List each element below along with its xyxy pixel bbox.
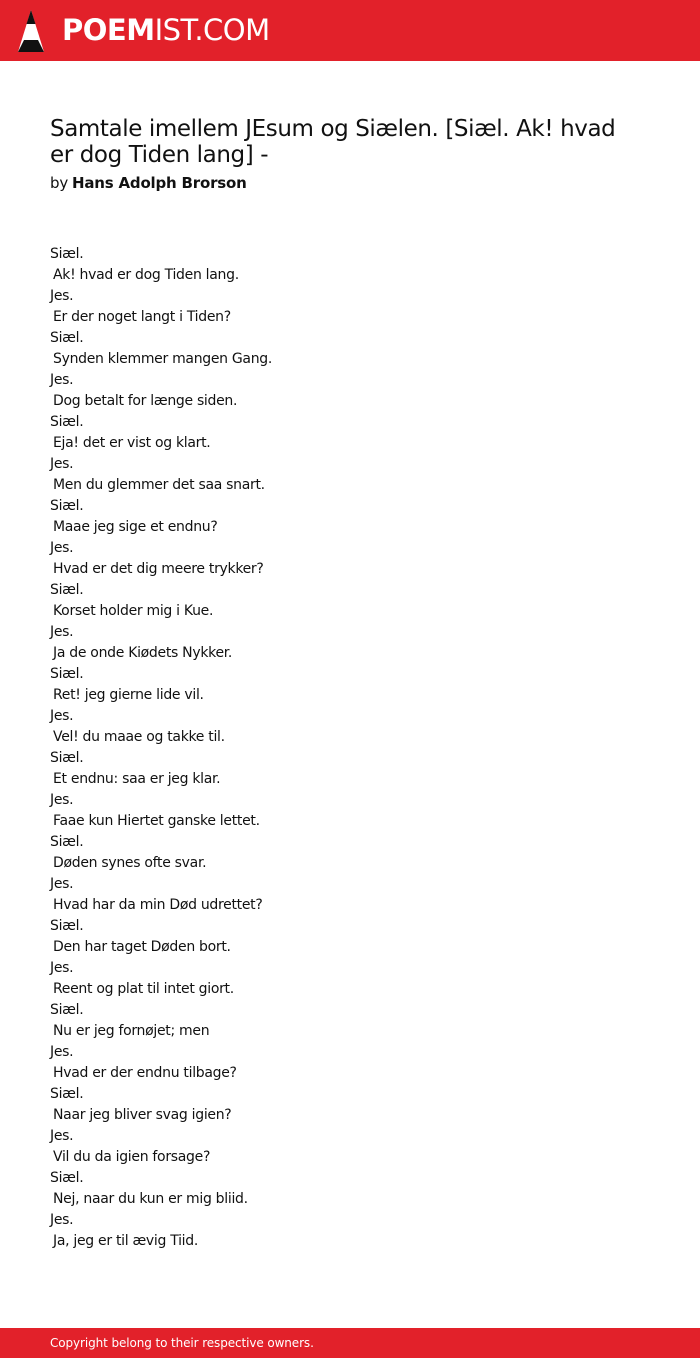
speaker-label: Siæl. bbox=[50, 750, 84, 766]
poem-line: Den har taget Døden bort. bbox=[53, 939, 231, 955]
poem-line: Et endnu: saa er jeg klar. bbox=[53, 771, 221, 787]
poem-author[interactable]: Hans Adolph Brorson bbox=[72, 174, 247, 192]
poem-line: Vel! du maae og takke til. bbox=[53, 729, 225, 745]
speaker-label: Jes. bbox=[50, 372, 74, 388]
speaker-label: Jes. bbox=[50, 1044, 74, 1060]
speaker-label: Jes. bbox=[50, 624, 74, 640]
poem-line: Reent og plat til intet giort. bbox=[53, 981, 234, 997]
site-logo-text[interactable] bbox=[62, 12, 270, 48]
poem-line: Men du glemmer det saa snart. bbox=[53, 477, 265, 493]
poem-line: Hvad har da min Død udrettet? bbox=[53, 897, 263, 913]
poem-line: Hvad er der endnu tilbage? bbox=[53, 1065, 237, 1081]
poem-line: Er der noget langt i Tiden? bbox=[53, 309, 231, 325]
byline-prefix: by bbox=[50, 174, 68, 192]
pencil-icon[interactable] bbox=[18, 10, 44, 52]
poem-byline bbox=[50, 173, 630, 193]
speaker-label: Siæl. bbox=[50, 330, 84, 346]
speaker-label: Siæl. bbox=[50, 834, 84, 850]
poem-line: Nej, naar du kun er mig bliid. bbox=[53, 1191, 248, 1207]
copyright-notice: Copyright belong to their respective owners. bbox=[50, 1336, 314, 1350]
poem-line: Ak! hvad er dog Tiden lang. bbox=[53, 267, 239, 283]
brand-name-bold: POEM bbox=[62, 13, 155, 47]
poem-line: Ja, jeg er til ævig Tiid. bbox=[53, 1233, 198, 1249]
speaker-label: Siæl. bbox=[50, 498, 84, 514]
speaker-label: Siæl. bbox=[50, 246, 84, 262]
speaker-label: Jes. bbox=[50, 792, 74, 808]
speaker-label: Jes. bbox=[50, 288, 74, 304]
poem-line: Dog betalt for længe siden. bbox=[53, 393, 238, 409]
poem-line: Ret! jeg gierne lide vil. bbox=[53, 687, 204, 703]
speaker-label: Jes. bbox=[50, 540, 74, 556]
poem-line: Maae jeg sige et endnu? bbox=[53, 519, 218, 535]
poem-line: Faae kun Hiertet ganske lettet. bbox=[53, 813, 260, 829]
poem-line: Hvad er det dig meere trykker? bbox=[53, 561, 264, 577]
poem-line: Ja de onde Kiødets Nykker. bbox=[53, 645, 233, 661]
poem-line: Korset holder mig i Kue. bbox=[53, 603, 214, 619]
speaker-label: Siæl. bbox=[50, 414, 84, 430]
poem-line: Naar jeg bliver svag igien? bbox=[53, 1107, 232, 1123]
speaker-label: Jes. bbox=[50, 708, 74, 724]
poem-title: Samtale imellem JEsum og Siælen. [Siæl. Ak! hvad er dog Tiden lang] - bbox=[50, 116, 616, 168]
poem-header bbox=[50, 116, 630, 193]
site-header bbox=[0, 0, 700, 61]
poem-line: Nu er jeg fornøjet; men bbox=[53, 1023, 210, 1039]
speaker-label: Siæl. bbox=[50, 1002, 84, 1018]
speaker-label: Siæl. bbox=[50, 666, 84, 682]
speaker-label: Siæl. bbox=[50, 582, 84, 598]
speaker-label: Jes. bbox=[50, 1128, 74, 1144]
poem-line: Eja! det er vist og klart. bbox=[53, 435, 211, 451]
poem-line: Synden klemmer mangen Gang. bbox=[53, 351, 273, 367]
speaker-label: Jes. bbox=[50, 456, 74, 472]
speaker-label: Jes. bbox=[50, 876, 74, 892]
poem-body bbox=[50, 244, 650, 1252]
speaker-label: Siæl. bbox=[50, 1170, 84, 1186]
site-footer bbox=[0, 1328, 700, 1358]
brand-name-light: IST.COM bbox=[154, 13, 270, 47]
poem-line: Døden synes ofte svar. bbox=[53, 855, 207, 871]
speaker-label: Jes. bbox=[50, 960, 74, 976]
speaker-label: Siæl. bbox=[50, 1086, 84, 1102]
speaker-label: Siæl. bbox=[50, 918, 84, 934]
speaker-label: Jes. bbox=[50, 1212, 74, 1228]
poem-line: Vil du da igien forsage? bbox=[53, 1149, 211, 1165]
